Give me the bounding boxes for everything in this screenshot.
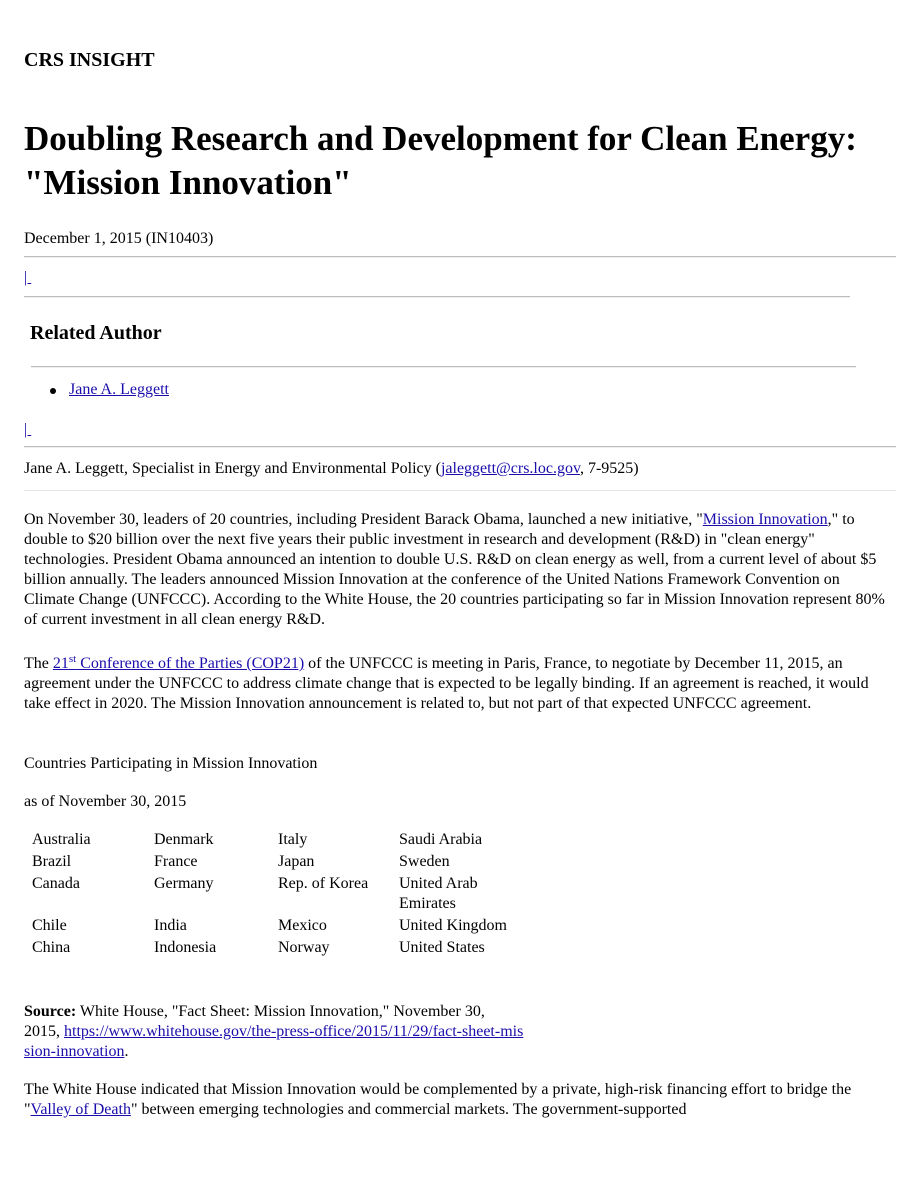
author-byline [24, 459, 639, 479]
table-cell: Indonesia [154, 939, 217, 956]
report-kicker: CRS INSIGHT [24, 49, 155, 71]
paragraph [24, 510, 890, 630]
paragraph-text: " between emerging technologies and commercial markets. The government-supported [130, 1101, 687, 1118]
divider [24, 446, 896, 448]
table-source-note [24, 1002, 524, 1062]
source-label: Source: [24, 1003, 77, 1020]
table-cell: Sweden [399, 853, 450, 870]
page-title: Doubling Research and Development for Clean Energy: "Mission Innovation" [24, 119, 857, 202]
divider [31, 366, 856, 368]
link-superscript: st [68, 653, 77, 665]
paragraph-text: On November 30, leaders of 20 countries, including President Barack Obama, launched a new initiative, " [24, 511, 703, 528]
bullet-icon [50, 388, 56, 394]
paragraph-text: The [24, 655, 53, 672]
link-text: Conference of the Parties (COP21) [76, 655, 305, 672]
table-row [28, 830, 511, 852]
table-cell: Germany [154, 875, 214, 892]
divider [24, 256, 896, 258]
table-row [28, 852, 511, 874]
separator-link[interactable]: | [24, 269, 32, 286]
table-cell: Italy [278, 831, 308, 848]
source-text: White House, "Fact Sheet: Mission Innovation," November 30, 2015, [24, 1003, 485, 1040]
table-cell: China [32, 939, 71, 956]
table-cell: United States [399, 939, 485, 956]
report-date: December 1, 2015 (IN10403) [24, 230, 214, 247]
table-cell: Brazil [32, 853, 72, 870]
table-cell: Denmark [154, 831, 214, 848]
white-house-fact-sheet-link[interactable]: https://www.whitehouse.gov/the-press-office/2015/11/29/fact-sheet-mission-innovation [24, 1023, 524, 1060]
table-cell: Japan [278, 853, 315, 870]
email-link[interactable]: jaleggett@crs.loc.gov [440, 460, 580, 477]
table-caption: Countries Participating in Mission Innovation [24, 755, 318, 772]
table-cell: United Arab Emirates [399, 875, 478, 912]
valley-of-death-link[interactable]: Valley of Death [30, 1101, 131, 1118]
table-cell: United Kingdom [399, 917, 507, 934]
table-cell: Mexico [278, 917, 327, 934]
table-cell: Canada [32, 875, 80, 892]
link-text: 21 [52, 655, 69, 672]
table-row [28, 874, 511, 916]
table-cell: France [154, 853, 198, 870]
mission-innovation-link[interactable]: Mission Innovation [702, 511, 828, 528]
table-cell: Australia [32, 831, 91, 848]
paragraph-text: of the UNFCCC is meeting in Paris, France, to negotiate by December 11, 2015, an agreement under the UNFCCC to address climate change that is expected to be legally binding. If an agreement is reached, it would take effect in 2020. The Mission Innovation announcement is related to, but not part of that expected UNFCCC agreement. [24, 655, 869, 712]
table-cell: India [154, 917, 187, 934]
author-link[interactable]: Jane A. Leggett [69, 381, 169, 398]
table-row [28, 916, 511, 938]
table-cell: Rep. of Korea [278, 875, 369, 892]
byline-phone: , 7-9525) [579, 460, 639, 477]
divider [24, 490, 896, 491]
cop21-link[interactable] [53, 655, 304, 672]
related-author-list [50, 380, 169, 400]
table-subcaption: as of November 30, 2015 [24, 793, 187, 810]
separator-link[interactable]: | [24, 421, 32, 438]
related-author-heading: Related Author [30, 322, 162, 344]
paragraph-text: The White House indicated that Mission Innovation would be complemented by a private, high-risk financing effort to bridge the " [24, 1081, 852, 1118]
table-row [28, 938, 511, 960]
list-item [50, 380, 169, 400]
paragraph-text: ," to double to $20 billion over the next five years their public investment in research and development (R&D) in "clean energy" technologies. President Obama announced an intention to double U.S. R&D on clean energy as well, from a current level of about $5 billion annually. The leaders announced Mission Innovation at the conference of the United Nations Framework Convention on Climate Change (UNFCCC). According to the White House, the 20 countries participating so far in Mission Innovation represent 80% of current investment in all clean energy R&D. [24, 511, 885, 628]
divider [24, 296, 850, 298]
table-cell: Saudi Arabia [399, 831, 483, 848]
source-text: . [124, 1043, 129, 1060]
paragraph [24, 1080, 890, 1120]
byline-text: Jane A. Leggett, Specialist in Energy and Environmental Policy ( [24, 460, 441, 477]
paragraph [24, 654, 890, 714]
table-cell: Chile [32, 917, 67, 934]
countries-table [28, 830, 511, 960]
table-cell: Norway [278, 939, 330, 956]
